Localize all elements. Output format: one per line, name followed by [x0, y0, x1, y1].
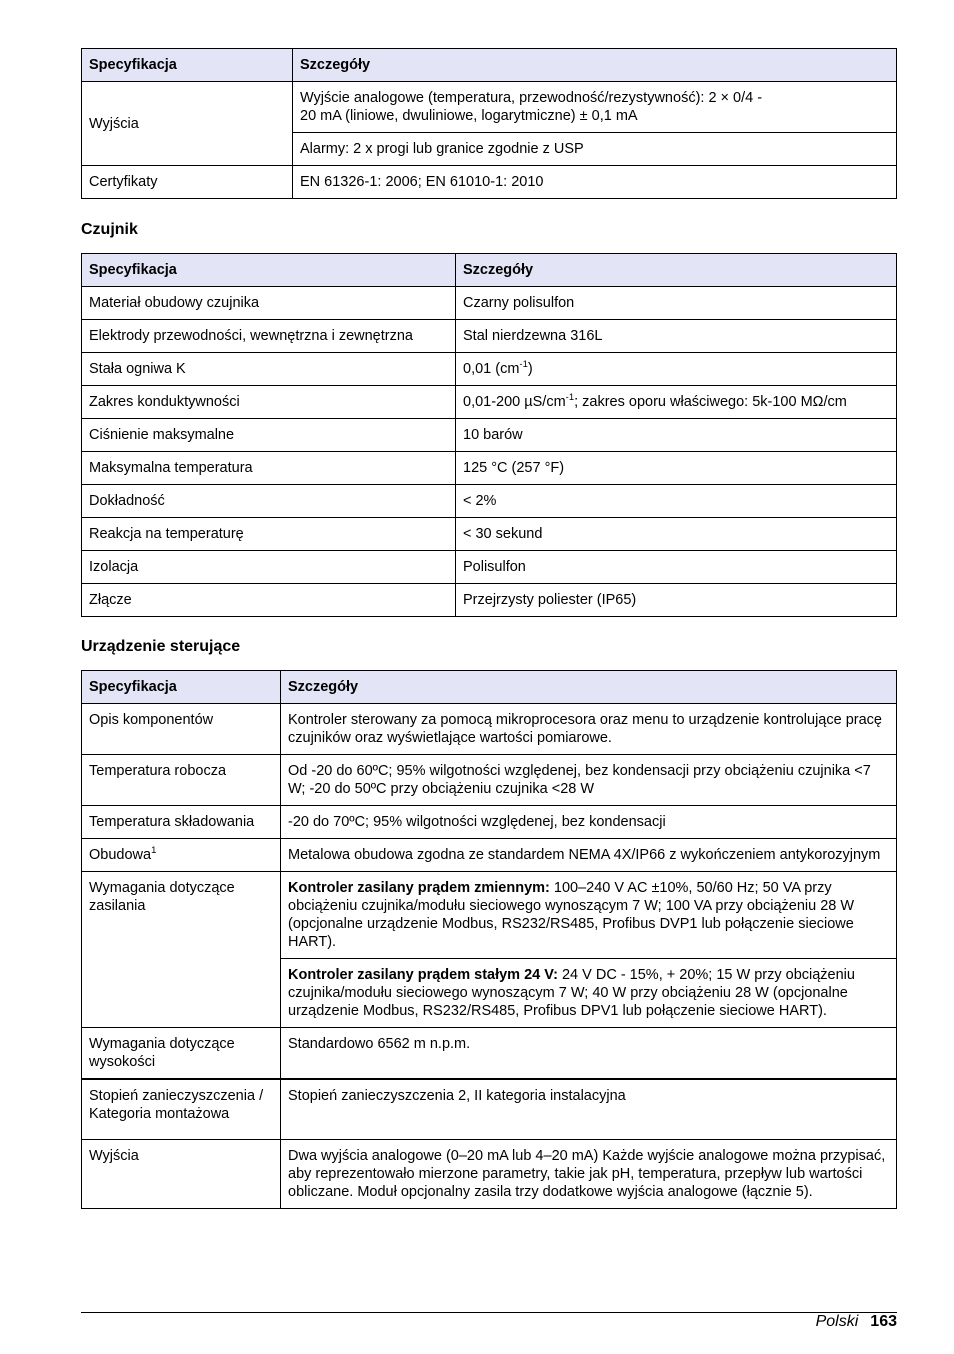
certificates-value: EN 61326-1: 2006; EN 61010-1: 2010 [293, 166, 897, 199]
outputs-certificates-table [81, 48, 897, 199]
table-row [82, 584, 897, 617]
storage-temperature-label: Temperatura składowania [82, 806, 281, 839]
temperature-response-value: < 30 sekund [456, 518, 897, 551]
certificates-label: Certyfikaty [82, 166, 293, 199]
outputs-analog-value [293, 82, 897, 133]
cell-constant-value-pre: 0,01 (cm [463, 361, 520, 377]
housing-label: Materiał obudowy czujnika [82, 287, 456, 320]
table-row [82, 518, 897, 551]
enclosure-label-text: Obudowa [89, 847, 152, 863]
table-row [82, 839, 897, 872]
column-header-details: Szczegóły [281, 671, 897, 704]
operating-temperature-value: Od -20 do 60ºC; 95% wilgotności względenej, bez kondensacji przy obciążeniu czujnika <7 W; -20 do 50ºC przy obciążeniu czujnika <28 W [281, 755, 897, 806]
max-pressure-value: 10 barów [456, 419, 897, 452]
enclosure-value: Metalowa obudowa zgodna ze standardem NEMA 4X/IP66 z wykończeniem antykorozyjnym [281, 839, 897, 872]
table-header-row [82, 49, 897, 82]
connector-value: Przejrzysty poliester (IP65) [456, 584, 897, 617]
table-row [82, 452, 897, 485]
outputs-analog-line1: Wyjście analogowe (temperatura, przewodność/rezystywność): 2 × 0/4 - [300, 90, 763, 106]
outputs-analog-line2: 20 mA (liniowe, dwuliniowe, logarytmiczne) ± 0,1 mA [300, 108, 638, 124]
table-row [82, 287, 897, 320]
conductivity-range-pre: 0,01-200 µS/cm [463, 394, 566, 410]
column-header-spec: Specyfikacja [82, 254, 456, 287]
footer-divider [81, 1312, 897, 1313]
power-ac-heading: Kontroler zasilany prądem zmiennym: [288, 880, 550, 896]
max-pressure-label: Ciśnienie maksymalne [82, 419, 456, 452]
power-ac-value [281, 872, 897, 959]
cell-constant-value [456, 353, 897, 386]
footnote-marker: 1 [151, 845, 157, 857]
max-temperature-value: 125 °C (257 °F) [456, 452, 897, 485]
table-row [82, 704, 897, 755]
table-row [82, 872, 897, 959]
table-header-row [82, 254, 897, 287]
conductivity-range-exponent: -1 [565, 392, 575, 404]
accuracy-value: < 2% [456, 485, 897, 518]
conductivity-range-value [456, 386, 897, 419]
table-row [82, 82, 897, 133]
table-row [82, 386, 897, 419]
outputs-alarms-value: Alarmy: 2 x progi lub granice zgodnie z USP [293, 133, 897, 166]
table-row [82, 551, 897, 584]
table-row [82, 419, 897, 452]
pollution-category-value: Stopień zanieczyszczenia 2, II kategoria instalacyjna [281, 1079, 897, 1140]
table-row [82, 755, 897, 806]
table-row [82, 353, 897, 386]
housing-value: Czarny polisulfon [456, 287, 897, 320]
controller-section-title: Urządzenie sterujące [81, 638, 241, 655]
table-row [82, 485, 897, 518]
operating-temperature-label: Temperatura robocza [82, 755, 281, 806]
storage-temperature-value: -20 do 70ºC; 95% wilgotności względenej, bez kondensacji [281, 806, 897, 839]
cell-constant-exponent: -1 [519, 359, 528, 371]
table-row [82, 1028, 897, 1080]
electrodes-label: Elektrody przewodności, wewnętrzna i zewnętrzna [82, 320, 456, 353]
table-row [82, 320, 897, 353]
table-row [82, 1079, 897, 1140]
accuracy-label: Dokładność [82, 485, 456, 518]
table-row [82, 166, 897, 199]
temperature-response-label: Reakcja na temperaturę [82, 518, 456, 551]
column-header-spec: Specyfikacja [82, 671, 281, 704]
power-ac-text: 100–240 V AC ±10%, 50/60 Hz; 50 VA przy obciążeniu czujnika/modułu sieciowego wynoszącym 7 W; 100 VA przy obciążeniu 28 W (opcjonalne urządzenie Modbus, RS232/RS485, Profibus DVP1 lub połączenie sieciowe HART). [288, 880, 855, 950]
power-requirements-label: Wymagania dotyczące zasilania [82, 872, 281, 1028]
altitude-label: Wymagania dotyczące wysokości [82, 1028, 281, 1080]
conductivity-range-label: Zakres konduktywności [82, 386, 456, 419]
cell-constant-label: Stała ogniwa K [82, 353, 456, 386]
max-temperature-label: Maksymalna temperatura [82, 452, 456, 485]
electrodes-value: Stal nierdzewna 316L [456, 320, 897, 353]
sensor-spec-table [81, 253, 897, 617]
column-header-details: Szczegóły [293, 49, 897, 82]
insulation-value: Polisulfon [456, 551, 897, 584]
power-dc-heading: Kontroler zasilany prądem stałym 24 V: [288, 967, 558, 983]
page-footer [816, 1312, 897, 1332]
components-label: Opis komponentów [82, 704, 281, 755]
page-number: 163 [870, 1313, 897, 1330]
outputs-label: Wyjścia [82, 1140, 281, 1209]
controller-spec-table [81, 670, 897, 1209]
conductivity-range-post: ; zakres oporu właściwego: 5k-100 MΩ/cm [574, 394, 847, 410]
sensor-section-title: Czujnik [81, 221, 138, 238]
cell-constant-value-post: ) [527, 361, 533, 377]
components-value: Kontroler sterowany za pomocą mikroprocesora oraz menu to urządzenie kontrolujące pracę czujników oraz wyświetlające wartości pomiarowe. [281, 704, 897, 755]
table-row [82, 1140, 897, 1209]
altitude-value: Standardowo 6562 m n.p.m. [281, 1028, 897, 1080]
insulation-label: Izolacja [82, 551, 456, 584]
footer-language: Polski [815, 1313, 859, 1330]
outputs-label: Wyjścia [82, 82, 293, 166]
power-dc-value [281, 959, 897, 1028]
connector-label: Złącze [82, 584, 456, 617]
table-row [82, 806, 897, 839]
enclosure-label [82, 839, 281, 872]
power-dc-text: 24 V DC - 15%, + 20%; 15 W przy obciążeniu czujnika/modułu sieciowego wynoszącym 7 W; 40 W przy obciążeniu 28 W (opcjonalne urządzenie Modbus, RS232/RS485, Profibus DPV1 lub połączenie sieciowe HART). [288, 967, 855, 1019]
outputs-value: Dwa wyjścia analogowe (0–20 mA lub 4–20 mA) Każde wyjście analogowe można przypisać, aby reprezentowało mierzone parametry, takie jak pH, temperatura, przepływ lub wartości obliczane. Moduł opcjonalny zasila trzy dodatkowe wyjścia analogowe (łącznie 5). [281, 1140, 897, 1209]
column-header-details: Szczegóły [456, 254, 897, 287]
column-header-spec: Specyfikacja [82, 49, 293, 82]
pollution-category-label: Stopień zanieczyszczenia / Kategoria montażowa [82, 1079, 281, 1140]
table-header-row [82, 671, 897, 704]
